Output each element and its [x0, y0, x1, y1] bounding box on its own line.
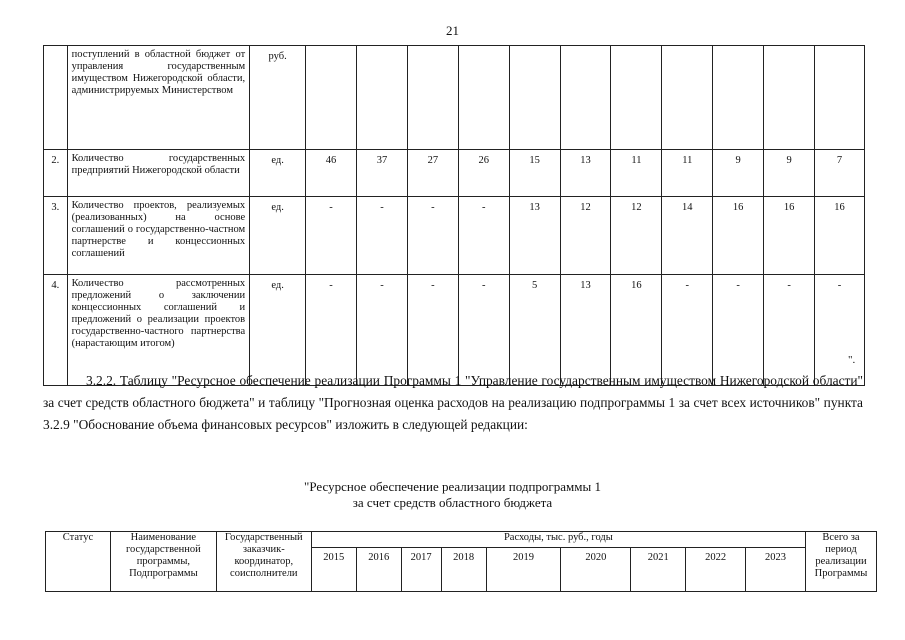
- value-cell: [764, 46, 815, 150]
- table-row: [44, 46, 865, 150]
- value-cell: -: [713, 275, 764, 386]
- value-cell: 37: [357, 150, 408, 197]
- value-cell: -: [357, 275, 408, 386]
- section-title: [0, 479, 905, 511]
- value-cell: -: [306, 197, 357, 275]
- table-row: [44, 197, 865, 275]
- header-program-name: Наименование государственной программы, Подпрограммы: [110, 532, 216, 592]
- value-cell: [611, 46, 662, 150]
- year-header: 2018: [441, 548, 486, 592]
- year-header: 2015: [311, 548, 356, 592]
- value-cell: [815, 46, 865, 150]
- table-row: [44, 275, 865, 386]
- indicators-table: [43, 45, 865, 386]
- value-cell: -: [458, 275, 509, 386]
- unit-cell: ед.: [250, 150, 306, 197]
- value-cell: 16: [815, 197, 865, 275]
- value-cell: [662, 46, 713, 150]
- table-row: [44, 150, 865, 197]
- value-cell: 11: [662, 150, 713, 197]
- page-number: 21: [446, 23, 459, 38]
- value-cell: 13: [509, 197, 560, 275]
- value-cell: -: [662, 275, 713, 386]
- header-customer: Государственный заказчик-координатор, соисполнители: [216, 532, 311, 592]
- value-cell: -: [407, 275, 458, 386]
- value-cell: 15: [509, 150, 560, 197]
- value-cell: -: [815, 275, 865, 386]
- value-cell: [458, 46, 509, 150]
- section-title-line2: за счет средств областного бюджета: [352, 495, 553, 510]
- value-cell: 46: [306, 150, 357, 197]
- unit-cell: ед.: [250, 275, 306, 386]
- value-cell: 27: [407, 150, 458, 197]
- value-cell: [407, 46, 458, 150]
- value-cell: -: [458, 197, 509, 275]
- body-paragraph: 3.2.2. Таблицу "Ресурсное обеспечение реализации Программы 1 "Управление государственным имуществом Нижегородской области" за счет средств областного бюджета" и таблицу "Прогнозная оценка расходов на реализацию подпрограммы 1 за счет всех источников" пункта 3.2.9 "Обоснование объема финансовых ресурсов" изложить в следующей редакции:: [43, 373, 863, 432]
- header-total: Всего за период реализации Программы: [805, 532, 876, 592]
- year-header: 2020: [561, 548, 631, 592]
- value-cell: -: [407, 197, 458, 275]
- value-cell: [713, 46, 764, 150]
- indicator-name: Количество рассмотренных предложений о заключении концессионных соглашений и предложений о реализации проектов государственно-частного партнерства (нарастающим итогом): [67, 275, 250, 386]
- resource-table-header: [45, 531, 877, 592]
- value-cell: -: [357, 197, 408, 275]
- row-number: 2.: [44, 150, 68, 197]
- row-number: 3.: [44, 197, 68, 275]
- row-number: [44, 46, 68, 150]
- unit-cell: руб.: [250, 46, 306, 150]
- value-cell: 9: [764, 150, 815, 197]
- value-cell: 11: [611, 150, 662, 197]
- unit-cell: ед.: [250, 197, 306, 275]
- value-cell: 13: [560, 150, 611, 197]
- value-cell: 14: [662, 197, 713, 275]
- closing-quote: ".: [848, 354, 856, 366]
- value-cell: 13: [560, 275, 611, 386]
- row-number: 4.: [44, 275, 68, 386]
- year-header: 2016: [356, 548, 401, 592]
- header-expenses: Расходы, тыс. руб., годы: [311, 532, 805, 548]
- value-cell: -: [764, 275, 815, 386]
- value-cell: 9: [713, 150, 764, 197]
- section-title-line1: "Ресурсное обеспечение реализации подпрограммы 1: [304, 479, 601, 494]
- value-cell: [357, 46, 408, 150]
- value-cell: 16: [764, 197, 815, 275]
- year-header: 2021: [631, 548, 686, 592]
- value-cell: [560, 46, 611, 150]
- year-header: 2023: [746, 548, 806, 592]
- value-cell: -: [306, 275, 357, 386]
- year-header: 2017: [401, 548, 441, 592]
- indicator-name: поступлений в областной бюджет от управления государственным имуществом Нижегородской области, администрируемых Министерством: [67, 46, 250, 150]
- indicator-name: Количество проектов, реализуемых (реализованных) на основе соглашений о государственно-частном партнерстве и концессионных соглашений: [67, 197, 250, 275]
- value-cell: 7: [815, 150, 865, 197]
- year-header: 2019: [486, 548, 561, 592]
- value-cell: 5: [509, 275, 560, 386]
- value-cell: 16: [611, 275, 662, 386]
- value-cell: [509, 46, 560, 150]
- value-cell: 26: [458, 150, 509, 197]
- year-header: 2022: [686, 548, 746, 592]
- value-cell: [306, 46, 357, 150]
- header-status: Статус: [46, 532, 111, 592]
- indicator-name: Количество государственных предприятий Нижегородской области: [67, 150, 250, 197]
- value-cell: 12: [560, 197, 611, 275]
- value-cell: 16: [713, 197, 764, 275]
- value-cell: 12: [611, 197, 662, 275]
